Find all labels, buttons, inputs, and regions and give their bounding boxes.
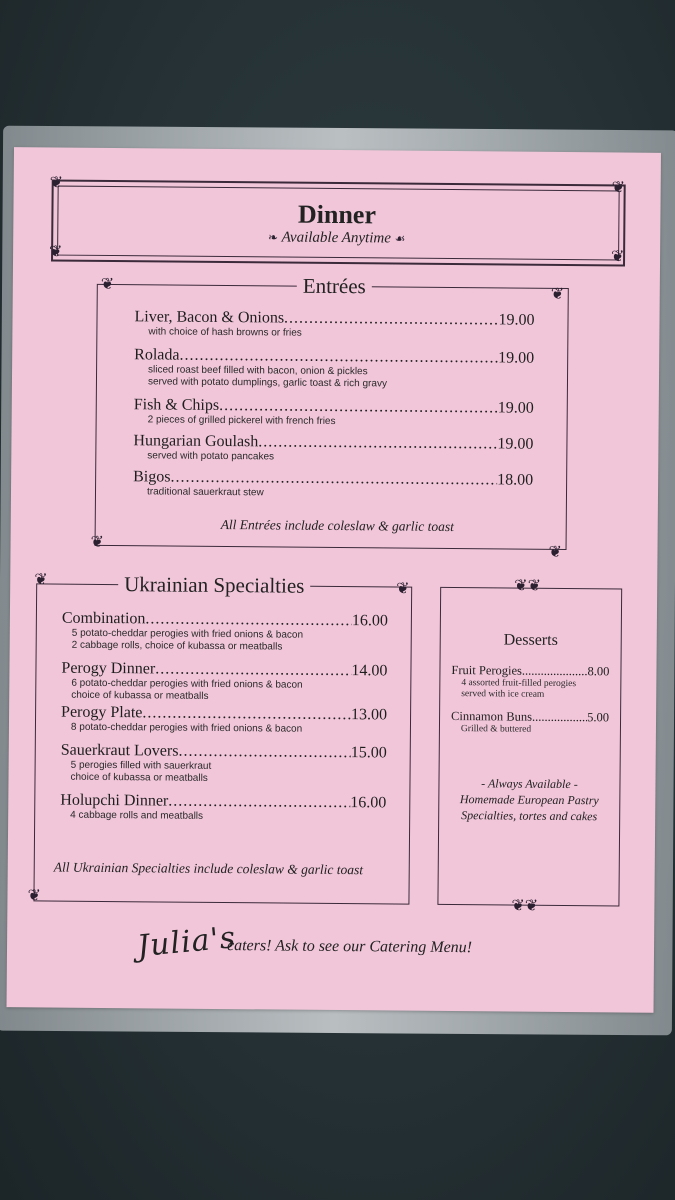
item-price: 8.00	[587, 664, 610, 679]
item-desc: Grilled & buttered	[460, 724, 532, 735]
item-desc: 2 pieces of grilled pickerel with french fries	[147, 414, 336, 427]
item-name: Sauerkraut Lovers	[60, 741, 179, 760]
item-desc: served with potato pancakes	[147, 450, 275, 463]
bottom-flourish-icon: ❦❦	[511, 895, 539, 915]
scroll-ornament-icon: ☙	[394, 231, 406, 246]
corner-flourish-icon: ❦	[34, 569, 48, 589]
corner-flourish-icon: ❦	[396, 578, 410, 598]
item-price: 5.00	[587, 710, 610, 725]
corner-flourish-icon: ❦	[100, 273, 115, 294]
item-desc: 2 cabbage rolls, choice of kubassa or meatballs	[71, 639, 283, 653]
always-available	[438, 775, 620, 825]
item-desc: sliced roast beef filled with bacon, onion & pickles	[148, 364, 368, 378]
item-price: 19.00	[498, 311, 535, 329]
item-desc: 5 perogies filled with sauerkraut	[70, 759, 212, 772]
item-name: Fruit Perogies	[451, 663, 523, 678]
entrees-list	[133, 308, 535, 507]
entrees-title: Entrées	[297, 274, 372, 300]
brand-signature: Julia's	[135, 920, 238, 965]
item-name: Combination	[61, 609, 146, 628]
catering-note: caters! Ask to see our Catering Menu!	[226, 937, 473, 957]
item-desc: 8 potato-cheddar perogies with fried onions & bacon	[70, 721, 303, 735]
flourish-icon: ❦	[49, 241, 63, 261]
item-price: 19.00	[497, 399, 534, 417]
item-price: 13.00	[350, 706, 388, 724]
menu-item	[61, 704, 387, 745]
ukrainian-title: Ukrainian Specialties	[118, 572, 310, 599]
item-name: Holupchi Dinner	[60, 791, 169, 810]
item-desc: 5 potato-cheddar perogies with fried onions & bacon	[71, 627, 304, 641]
menu-item	[62, 610, 388, 663]
menu-item	[451, 709, 609, 740]
ukrainian-note: All Ukrainian Specialties include coleslaw & garlic toast	[53, 859, 364, 878]
corner-flourish-icon: ❦	[27, 885, 41, 905]
item-name: Perogy Plate	[61, 703, 143, 722]
page-subtitle: Available Anytime	[281, 229, 391, 247]
item-desc: served with ice cream	[461, 689, 545, 700]
always-line: - Always Available -	[481, 776, 578, 792]
item-desc: served with potato dumplings, garlic toast & rich gravy	[147, 376, 388, 390]
item-desc: with choice of hash browns or fries	[148, 326, 302, 339]
flourish-icon: ❦	[611, 177, 626, 197]
item-name: Fish & Chips	[133, 396, 220, 414]
item-desc: 6 potato-cheddar perogies with fried onions & bacon	[71, 677, 303, 691]
menu-item	[133, 432, 533, 471]
menu-item	[133, 468, 533, 507]
top-flourish-icon: ❦❦	[514, 575, 542, 595]
flourish-icon: ❦	[49, 172, 64, 192]
menu-item	[134, 346, 534, 399]
page-title: Dinner	[297, 199, 377, 230]
item-price: 19.00	[497, 435, 534, 453]
item-price: 16.00	[350, 794, 387, 812]
menu-item	[134, 396, 534, 435]
corner-flourish-icon: ❦	[90, 531, 105, 551]
item-desc: choice of kubassa or meatballs	[70, 771, 208, 784]
menu-item	[60, 742, 386, 795]
item-desc: 4 assorted fruit-filled perogies	[461, 678, 577, 690]
item-desc: choice of kubassa or meatballs	[71, 689, 209, 702]
always-line: Homemade European Pastry	[459, 792, 599, 808]
menu-item	[60, 792, 386, 831]
item-price: 16.00	[351, 612, 388, 630]
item-price: 19.00	[498, 349, 535, 367]
corner-flourish-icon: ❦	[550, 283, 565, 303]
item-name: Bigos	[133, 468, 171, 486]
item-name: Liver, Bacon & Onions	[134, 308, 285, 327]
menu-item	[134, 308, 534, 349]
desserts-list	[451, 663, 610, 740]
item-price: 18.00	[497, 471, 534, 489]
menu-item	[61, 660, 387, 707]
item-desc: traditional sauerkraut stew	[146, 486, 264, 499]
flourish-icon: ❦	[611, 246, 625, 266]
item-name: Perogy Dinner	[61, 659, 156, 678]
menu-item	[451, 663, 609, 710]
scroll-ornament-icon: ❧	[268, 230, 279, 245]
item-desc: 4 cabbage rolls and meatballs	[70, 809, 204, 822]
entrees-note: All Entrées include coleslaw & garlic toast	[220, 516, 455, 535]
ukrainian-list	[60, 610, 388, 831]
item-price: 14.00	[351, 662, 388, 680]
desserts-title: Desserts	[503, 631, 558, 649]
corner-flourish-icon: ❦	[548, 541, 562, 561]
item-name: Rolada	[134, 346, 180, 364]
menu-sheet	[7, 147, 661, 1013]
item-name: Cinnamon Buns	[451, 709, 533, 724]
item-name: Hungarian Goulash	[133, 432, 259, 451]
always-line: Specialties, tortes and cakes	[461, 808, 598, 824]
item-price: 15.00	[350, 744, 387, 762]
